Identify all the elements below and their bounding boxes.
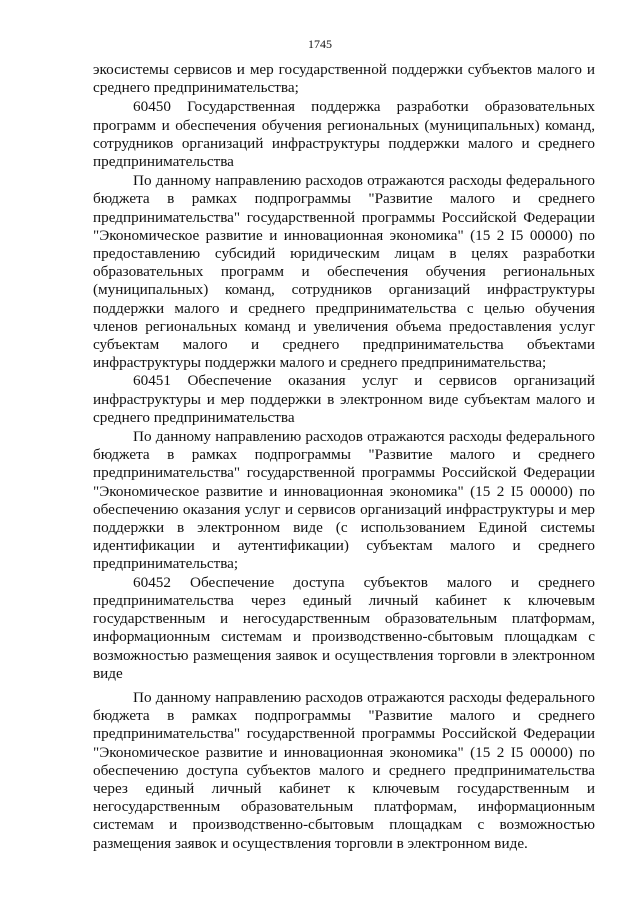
document-body [93,61,595,853]
paragraph-60450-body: По данному направлению расходов отражаются расходы федерального бюджета в рамках подпрограммы "Развитие малого и среднего предпринимательства" государственной программы Российской Федерации "Экономическое развитие и инновационная экономика" (15 2 I5 00000) по предоставлению субсидий юридическим лицам в целях разработки образовательных программ и обеспечения обучения региональных (муниципальных) команд, сотрудников организаций инфраструктуры поддержки малого и среднего предпринимательства с целью обучения членов региональных команд и увеличения объема предоставления услуг субъектам малого и среднего предпринимательства объектами инфраструктуры поддержки малого и среднего предпринимательства; [93,172,595,372]
paragraph-60450-heading: 60450 Государственная поддержка разработки образовательных программ и обеспечения обучения региональных (муниципальных) команд, сотрудников организаций инфраструктуры поддержки малого и среднего предпринимательства [93,98,595,171]
paragraph-60451-heading: 60451 Обеспечение оказания услуг и сервисов организаций инфраструктуры и мер поддержки в электронном виде субъектам малого и среднего предпринимательства [93,372,595,426]
paragraph-continuation: экосистемы сервисов и мер государственной поддержки субъектов малого и среднего предпринимательства; [93,61,595,97]
paragraph-60452-heading: 60452 Обеспечение доступа субъектов малого и среднего предпринимательства через единый личный кабинет к ключевым государственным и негосударственным образовательным платформам, информационным системам и производственно-сбытовым площадкам с возможностью размещения заявок и осуществления торговли в электронном виде [93,573,595,682]
page-number: 1745 [308,37,332,51]
paragraph-60452-body: По данному направлению расходов отражаются расходы федерального бюджета в рамках подпрограммы "Развитие малого и среднего предпринимательства" государственной программы Российской Федерации "Экономическое развитие и инновационная экономика" (15 2 I5 00000) по обеспечению доступа субъектов малого и среднего предпринимательства через единый личный кабинет к ключевым государственным и негосударственным образовательным платформам, информационным системам и производственно-сбытовым площадкам с возможностью размещения заявок и осуществления торговли в электронном виде. [93,688,595,852]
paragraph-60451-body: По данному направлению расходов отражаются расходы федерального бюджета в рамках подпрограммы "Развитие малого и среднего предпринимательства" государственной программы Российской Федерации "Экономическое развитие и инновационная экономика" (15 2 I5 00000) по обеспечению оказания услуг и сервисов организаций инфраструктуры и мер поддержки в электронном виде (с использованием Единой системы идентификации и аутентификации) субъектам малого и среднего предпринимательства; [93,428,595,573]
